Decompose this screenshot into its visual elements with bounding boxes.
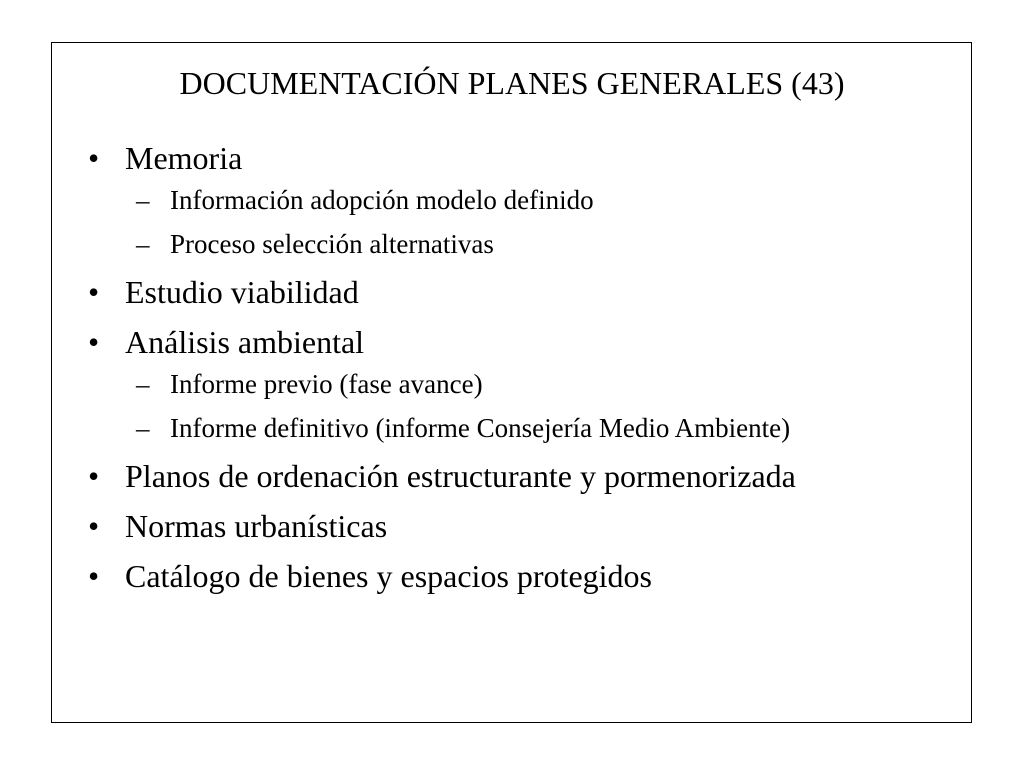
bullet-item-analisis-ambiental — [88, 324, 948, 444]
sub-item — [125, 369, 948, 400]
sub-item — [125, 413, 948, 444]
bullet-text: Estudio viabilidad — [125, 274, 359, 310]
bullet-icon: • — [88, 140, 100, 176]
bullet-item-catalogo — [88, 558, 948, 594]
dash-icon: – — [136, 369, 150, 399]
bullet-item-memoria — [88, 140, 948, 260]
bullet-text: Análisis ambiental — [125, 324, 365, 360]
sub-item-text: Información adopción modelo definido — [170, 185, 594, 215]
dash-icon: – — [136, 413, 150, 443]
bullet-icon: • — [88, 558, 100, 594]
sub-list — [125, 185, 948, 260]
sub-item-text: Informe previo (fase avance) — [170, 369, 483, 399]
slide-title: DOCUMENTACIÓN PLANES GENERALES (43) — [179, 65, 845, 101]
sub-item — [125, 229, 948, 260]
bullet-text: Planos de ordenación estructurante y pormenorizada — [125, 458, 796, 494]
dash-icon: – — [136, 229, 150, 259]
bullet-text: Memoria — [125, 140, 243, 176]
sub-list — [125, 369, 948, 444]
bullet-icon: • — [88, 508, 100, 544]
sub-item — [125, 185, 948, 216]
bullet-item-normas — [88, 508, 948, 544]
dash-icon: – — [136, 185, 150, 215]
bullet-icon: • — [88, 324, 100, 360]
bullet-text: Catálogo de bienes y espacios protegidos — [125, 558, 652, 594]
sub-item-text: Informe definitivo (informe Consejería Medio Ambiente) — [170, 413, 791, 443]
bullet-list — [88, 140, 948, 594]
bullet-icon: • — [88, 274, 100, 310]
sub-item-text: Proceso selección alternativas — [170, 229, 494, 259]
bullet-item-estudio-viabilidad — [88, 274, 948, 310]
bullet-icon: • — [88, 458, 100, 494]
bullet-text: Normas urbanísticas — [125, 508, 388, 544]
bullet-item-planos — [88, 458, 948, 494]
